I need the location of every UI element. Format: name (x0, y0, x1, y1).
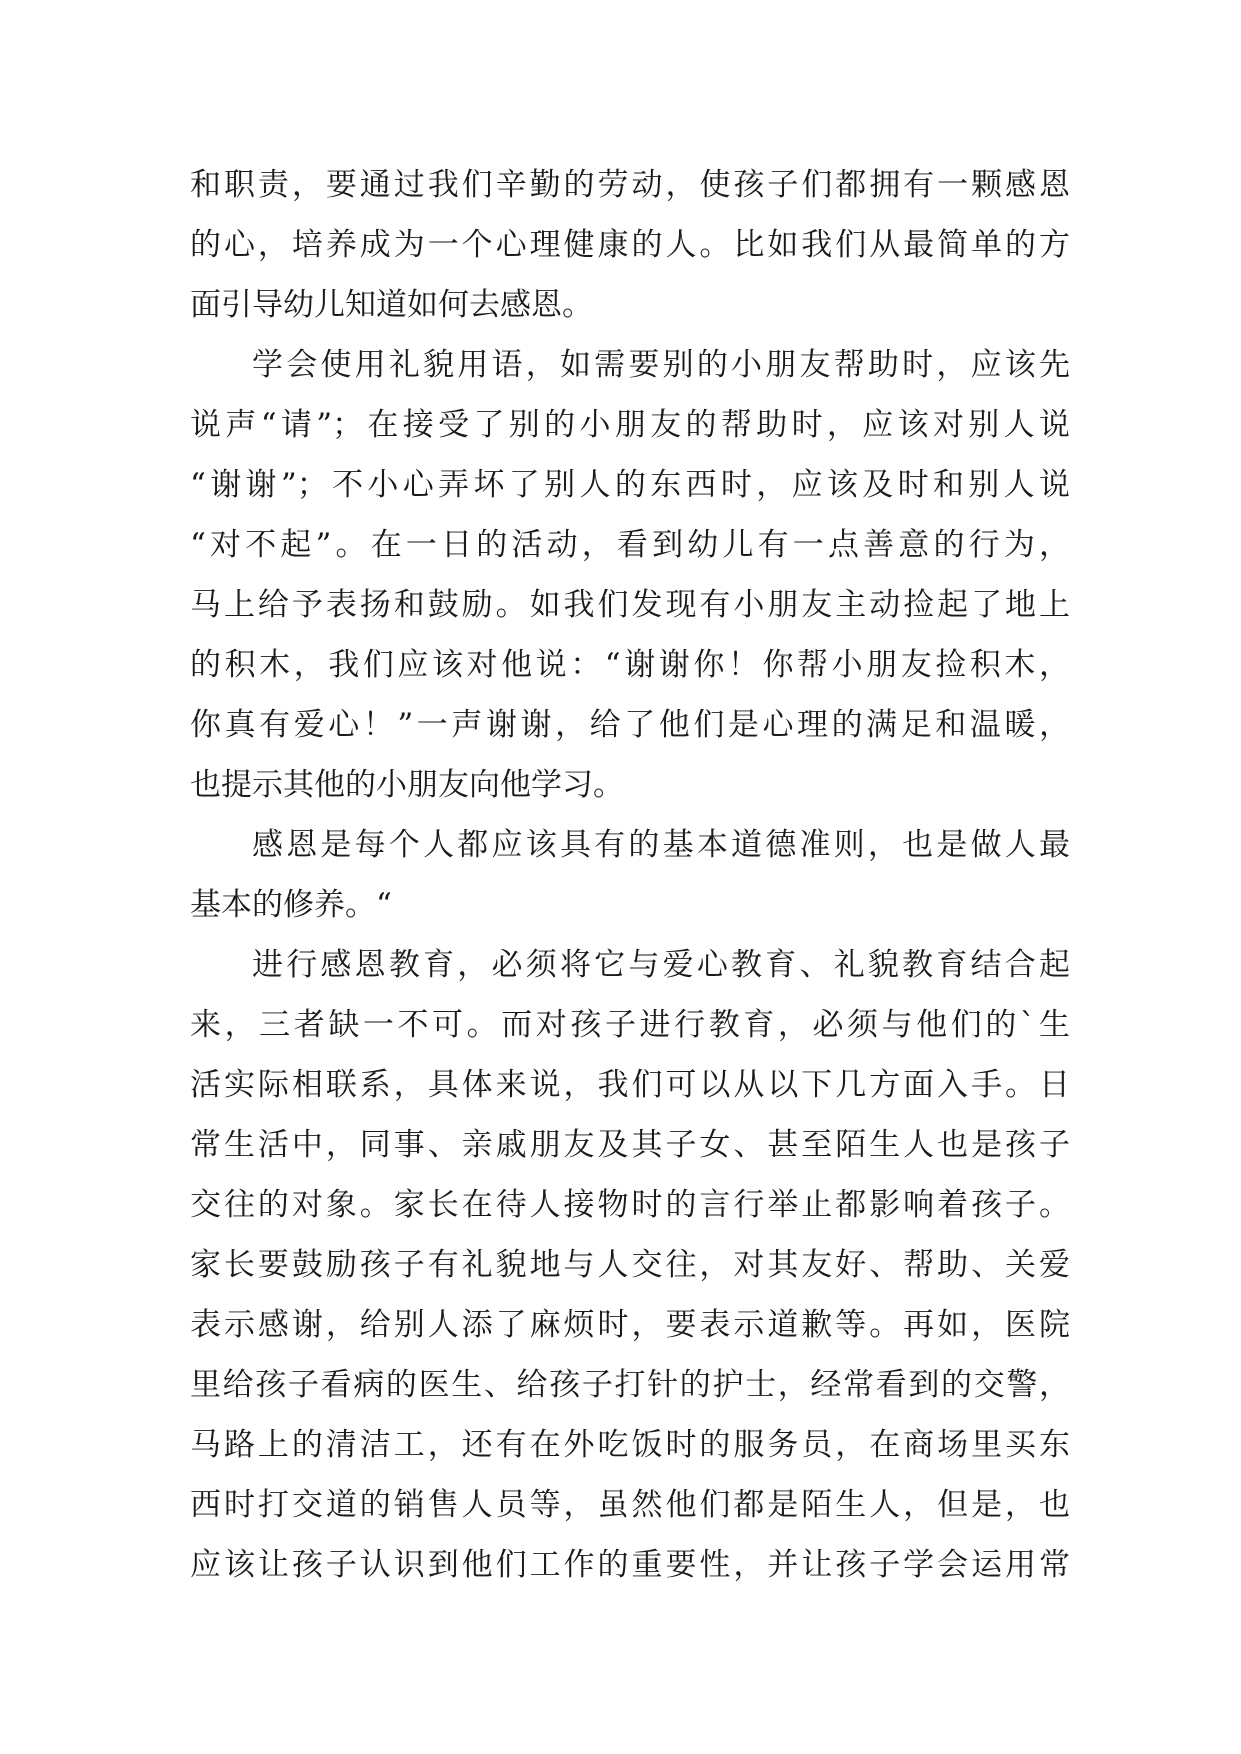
text-line: “谢谢”；不小心弄坏了别人的东西时，应该及时和别人说 (190, 467, 1070, 503)
text-line: 表示感谢，给别人添了麻烦时，要表示道歉等。再如，医院 (190, 1307, 1070, 1343)
text-line: 的积木，我们应该对他说：“谢谢你！你帮小朋友捡积木， (190, 647, 1070, 683)
text-line: 和职责，要通过我们辛勤的劳动，使孩子们都拥有一颗感恩 (190, 167, 1070, 203)
text-line: 你真有爱心！”一声谢谢，给了他们是心理的满足和温暖， (190, 707, 1070, 743)
text-line: 常生活中，同事、亲戚朋友及其子女、甚至陌生人也是孩子 (190, 1127, 1070, 1163)
text-line: 家长要鼓励孩子有礼貌地与人交往，对其友好、帮助、关爱 (190, 1247, 1070, 1283)
text-line: 马上给予表扬和鼓励。如我们发现有小朋友主动捡起了地上 (190, 587, 1070, 623)
paragraph-first-line: 进行感恩教育，必须将它与爱心教育、礼貌教育结合起 (252, 947, 1070, 983)
text-line: 基本的修养。“ (190, 887, 392, 923)
text-line: 马路上的清洁工，还有在外吃饭时的服务员，在商场里买东 (190, 1427, 1070, 1463)
text-line: 面引导幼儿知道如何去感恩。 (190, 287, 593, 323)
paragraph-first-line: 感恩是每个人都应该具有的基本道德准则，也是做人最 (252, 827, 1070, 863)
text-line: 里给孩子看病的医生、给孩子打针的护士，经常看到的交警， (190, 1367, 1070, 1403)
text-line: 说声“请”；在接受了别的小朋友的帮助时，应该对别人说 (190, 407, 1070, 443)
document-body (190, 155, 1070, 1595)
text-line: “对不起”。在一日的活动，看到幼儿有一点善意的行为， (190, 527, 1070, 563)
text-line: 活实际相联系，具体来说，我们可以从以下几方面入手。日 (190, 1067, 1070, 1103)
text-line: 也提示其他的小朋友向他学习。 (190, 767, 624, 803)
text-line: 应该让孩子认识到他们工作的重要性，并让孩子学会运用常 (190, 1547, 1070, 1583)
text-line: 来，三者缺一不可。而对孩子进行教育，必须与他们的`生 (190, 1007, 1070, 1043)
paragraph-first-line: 学会使用礼貌用语，如需要别的小朋友帮助时，应该先 (252, 347, 1070, 383)
text-line: 的心，培养成为一个心理健康的人。比如我们从最简单的方 (190, 227, 1070, 263)
text-line: 交往的对象。家长在待人接物时的言行举止都影响着孩子。 (190, 1187, 1070, 1223)
text-line: 西时打交道的销售人员等，虽然他们都是陌生人，但是，也 (190, 1487, 1070, 1523)
